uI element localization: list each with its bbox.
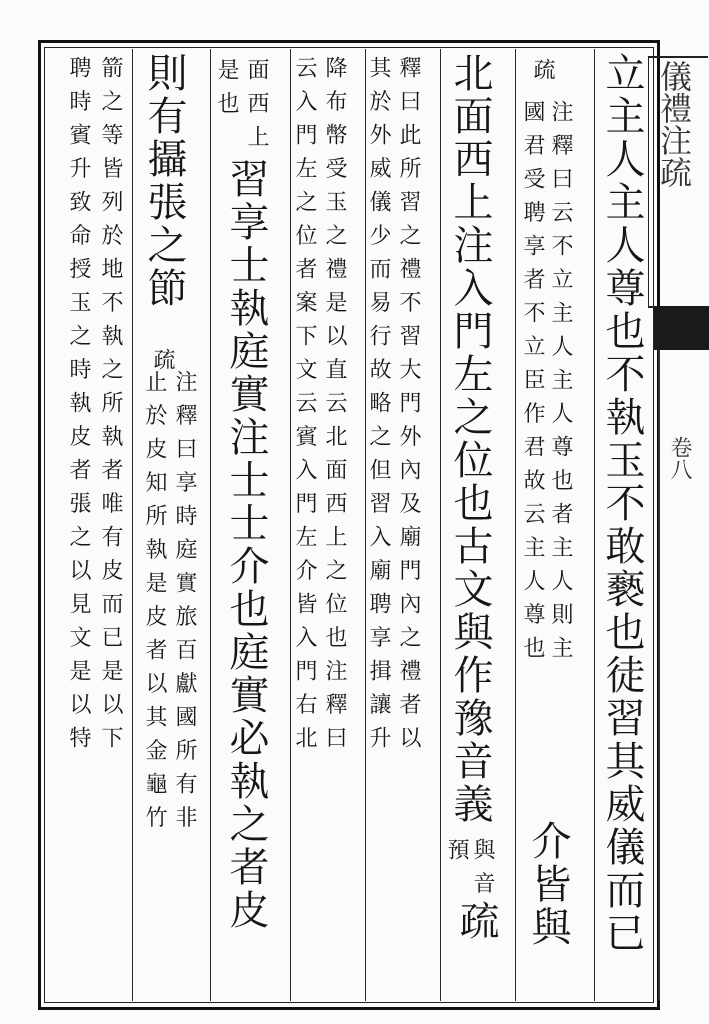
text-column: 則有攝張之節 — [141, 52, 187, 310]
commentary-line-right: 降布幣受玉之禮是以直云北面西上之位也注釋曰 — [322, 56, 347, 760]
commentary-line-left: 止於皮知所執是皮者以其金龜竹 — [142, 370, 167, 839]
commentary-line-left: 云入門左之位者案下文云賓入門左介皆入門右北 — [292, 56, 317, 760]
commentary-line-right: 注釋曰享時庭實旅百獻國所有非 — [172, 370, 197, 839]
text-column: 介皆與 — [525, 820, 571, 949]
text-column: 北面西上注入門左之位也古文與作豫音義 — [447, 52, 493, 826]
commentary-line-right: 與音 — [470, 838, 495, 905]
commentary-line-right: 箭之等皆列於地不執之所執者唯有皮而已是以下 — [98, 56, 123, 760]
commentary-line-left: 國君受聘享者不立臣作君故云主人尊也 — [520, 100, 545, 670]
commentary-marker: 疏 — [150, 348, 175, 382]
tab-header-text: 儀禮注疏 — [655, 60, 693, 188]
volume-label: 卷八 — [667, 436, 692, 480]
column-rule — [132, 49, 133, 1001]
tab-edge-rule — [658, 350, 660, 1000]
commentary-line-right: 釋曰此所習之禮不習大門外內及廟門內之禮者以 — [396, 56, 421, 760]
column-rule — [290, 49, 291, 1001]
column-rule — [515, 49, 516, 1001]
commentary-line-right: 面西上 — [244, 58, 269, 159]
commentary-line-left: 其於外威儀少而易行故略之但習入廟聘享揖讓升 — [366, 56, 391, 760]
commentary-line-left: 是也 — [214, 58, 239, 125]
text-column: 立主人主人尊也不執玉不敢褻也徒習其威儀而已 — [599, 52, 645, 955]
commentary-marker: 疏 — [530, 58, 555, 92]
column-rule — [210, 49, 211, 1001]
commentary-marker: 疏 — [453, 900, 499, 943]
commentary-line-left: 聘時賓升致命授玉之時執皮者張之以見文是以特 — [66, 56, 91, 760]
column-rule — [440, 49, 441, 1001]
commentary-line-left: 預 — [444, 838, 469, 872]
commentary-line-right: 注釋曰云不立主人主人尊也者主人則主 — [548, 100, 573, 670]
column-rule — [594, 49, 595, 1001]
text-column: 習享士執庭實注士士介也庭實必執之者皮 — [223, 158, 269, 932]
tab-fishtail-block — [654, 306, 709, 350]
